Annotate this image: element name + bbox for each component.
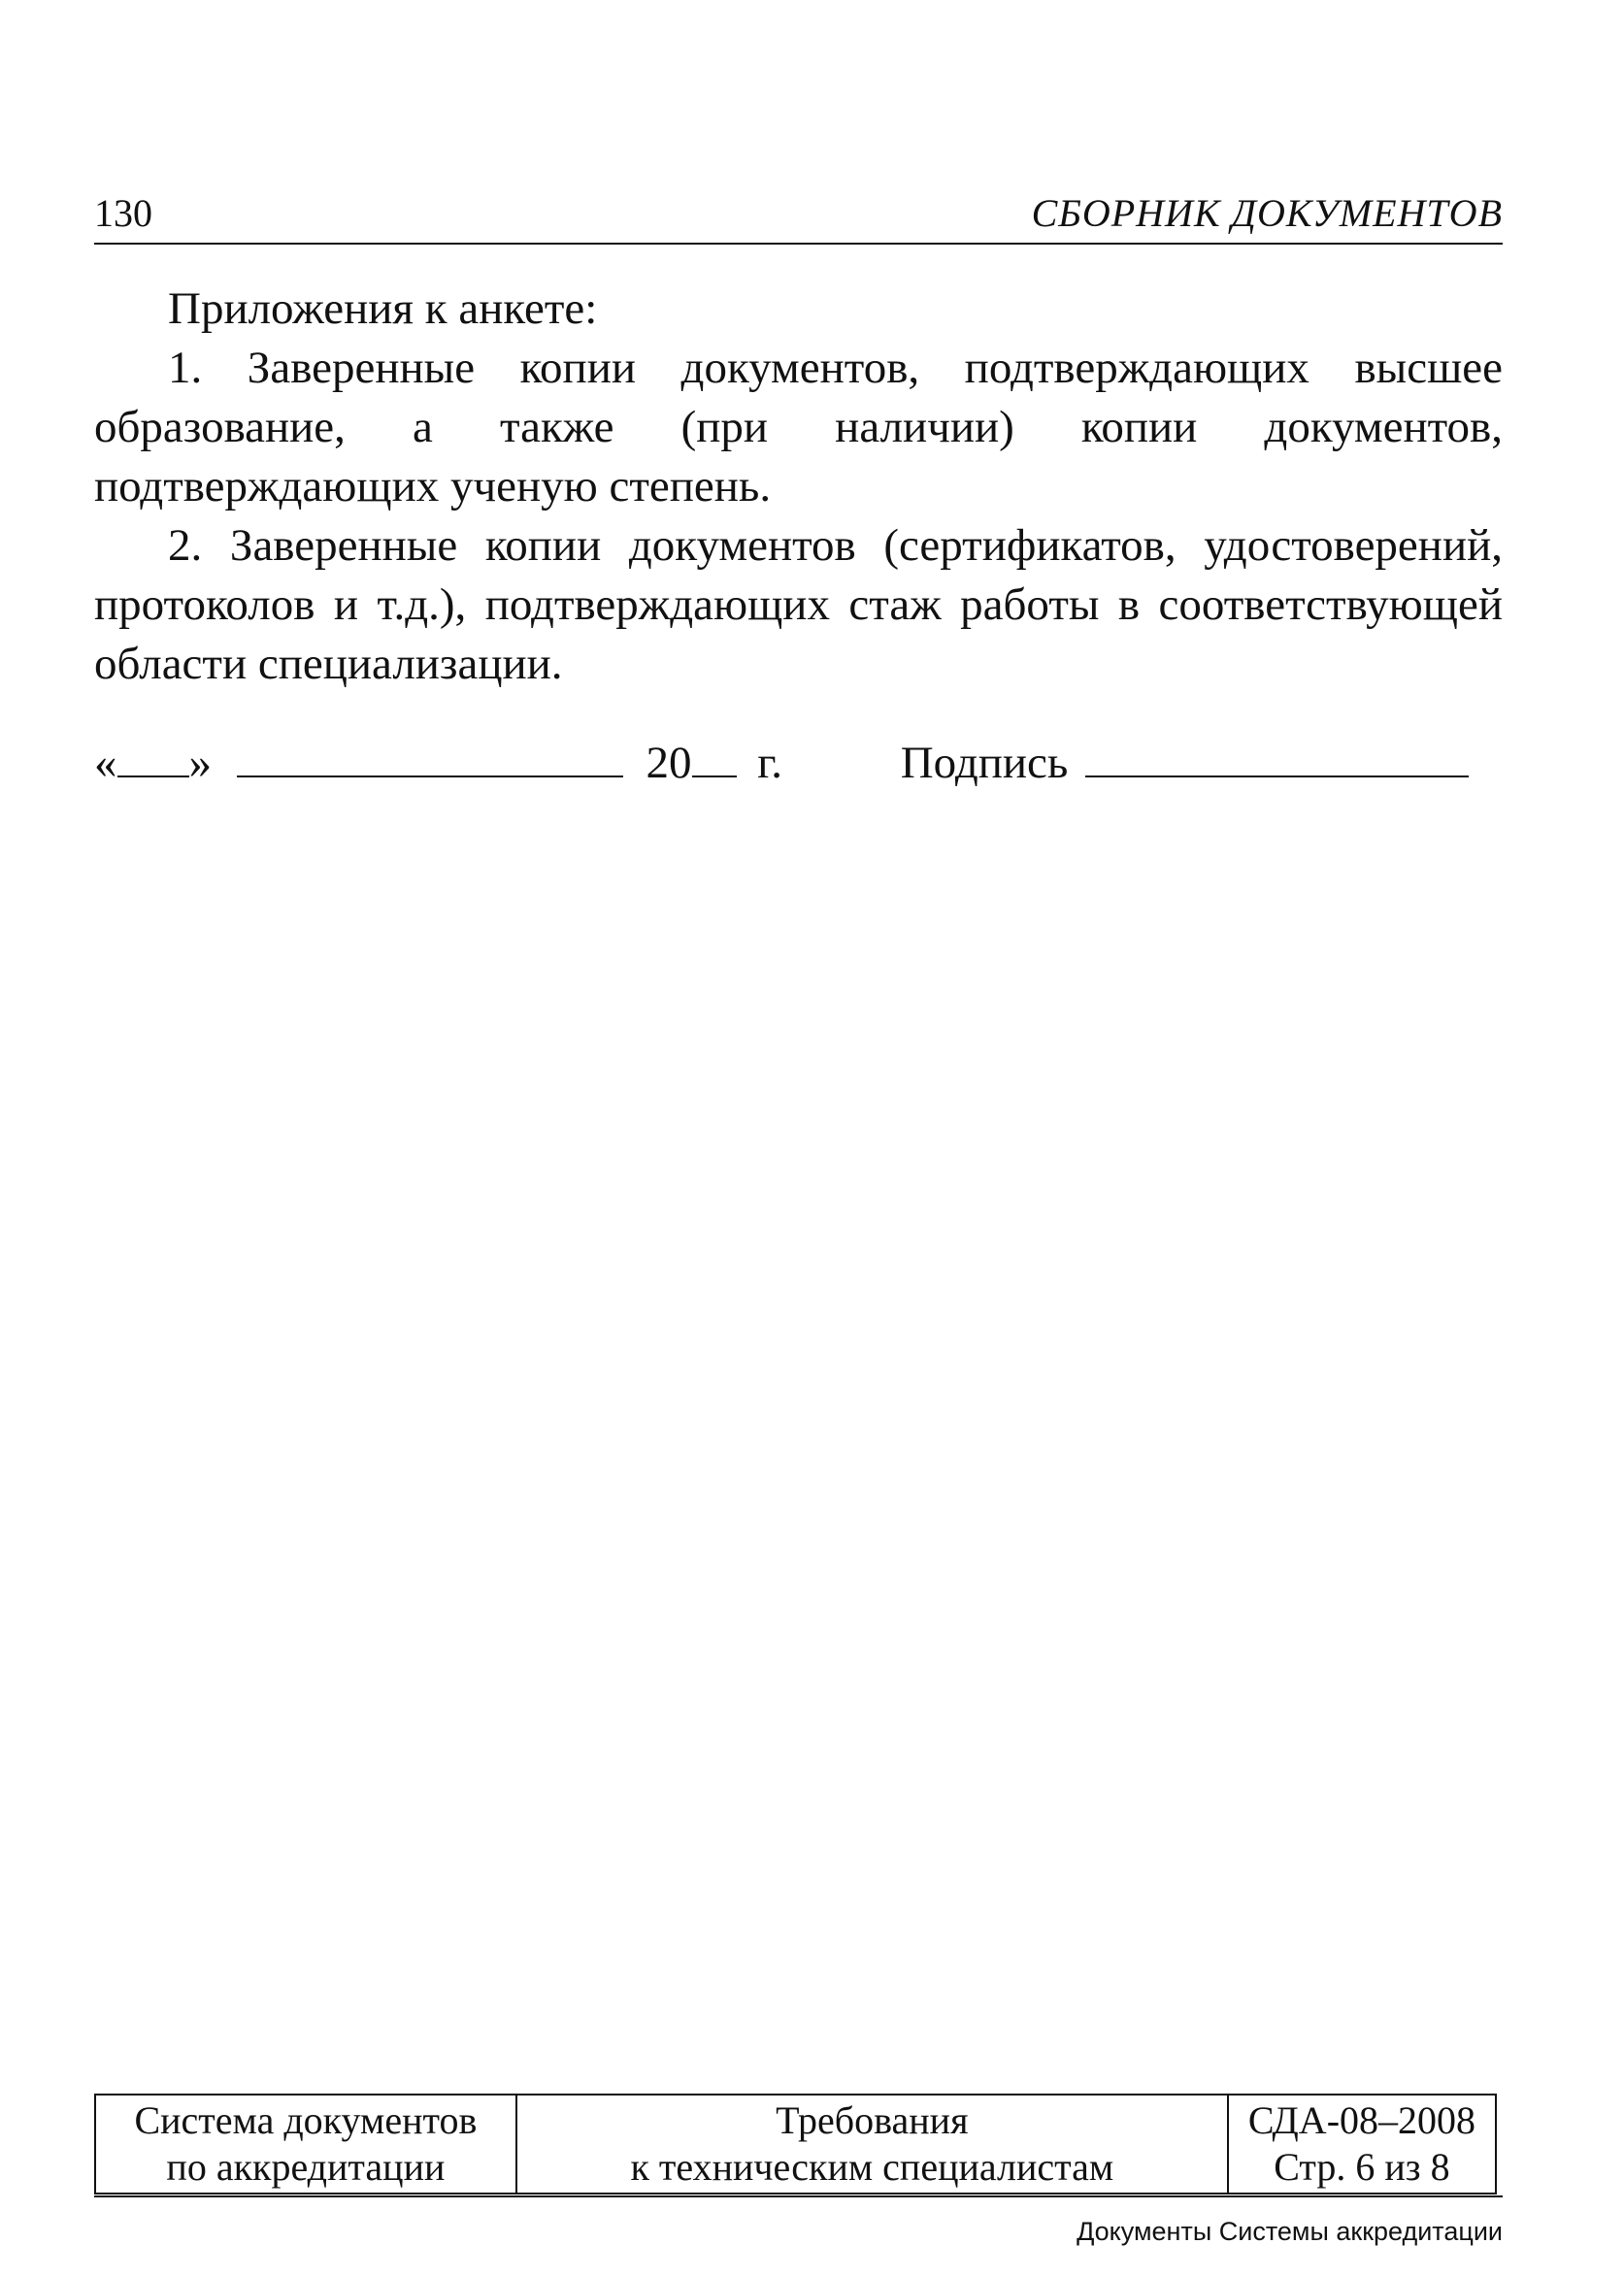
month-blank[interactable] [237, 733, 623, 777]
year-blank[interactable] [692, 733, 737, 777]
footer-rule [94, 2195, 1503, 2197]
document-footer-table [94, 2094, 1497, 2194]
open-quote: « [94, 738, 117, 788]
signature-label: Подпись [900, 738, 1069, 788]
attachments-heading: Приложения к анкете: [168, 283, 598, 334]
footer-system-line-2: по аккредитации [166, 2145, 446, 2189]
running-title: СБОРНИК ДОКУМЕНТОВ [1031, 191, 1503, 235]
footer-code-cell [1228, 2095, 1496, 2194]
year-prefix: 20 [646, 738, 692, 788]
day-blank[interactable] [117, 733, 189, 777]
footer-page-indicator: Стр. 6 из 8 [1274, 2145, 1450, 2189]
footer-system-line-1: Система документов [134, 2098, 478, 2142]
attachment-item-1: 1. Заверенные копии документов, подтверждающих высшее образование, а также (при наличии) копии документов, подтверждающих ученую степень. [94, 343, 1503, 512]
signature-blank[interactable] [1085, 733, 1469, 777]
footer-title-line-1: Требования [776, 2098, 969, 2142]
header-rule [94, 243, 1503, 245]
footer-title-cell [516, 2095, 1228, 2194]
close-quote: » [188, 738, 212, 788]
attachments-section [94, 280, 1503, 694]
footer-document-code: СДА-08–2008 [1247, 2098, 1476, 2142]
footer-title-line-2: к техническим специалистам [630, 2145, 1114, 2189]
footer-system-cell [95, 2095, 516, 2194]
page-number: 130 [94, 191, 152, 235]
footer-caption: Документы Системы аккредитации [1077, 2217, 1503, 2246]
attachment-item-2: 2. Заверенные копии документов (сертификатов, удостоверений, протоколов и т.д.), подтверждающих стаж работы в соответствующей области специализации. [94, 520, 1503, 689]
year-suffix: г. [757, 738, 782, 788]
date-signature-line [94, 733, 1503, 793]
